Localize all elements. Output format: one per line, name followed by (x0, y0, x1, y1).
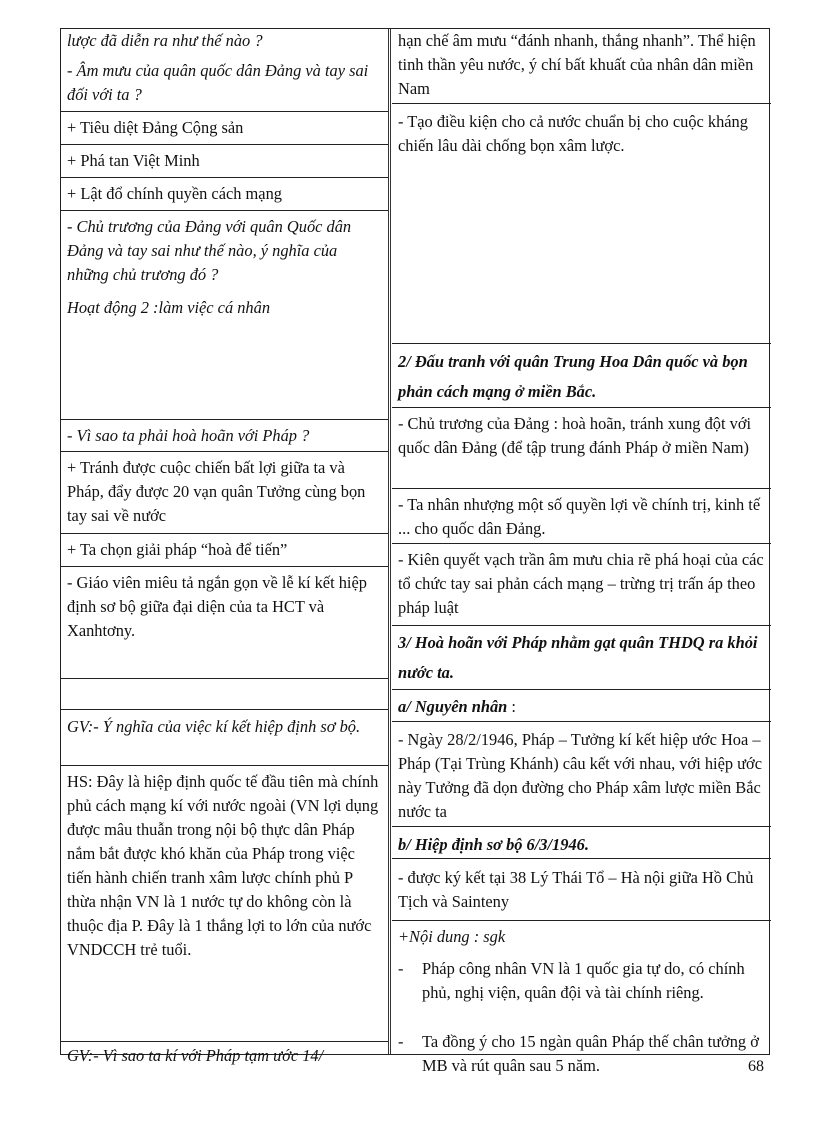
answer-text: + Phá tan Việt Minh (67, 151, 200, 170)
left-column (61, 29, 388, 1065)
question-text: - Âm mưu của quân quốc dân Đảng và tay sai đối với ta ? (67, 61, 369, 104)
subsection-title: a/ Nguyên nhân (398, 697, 508, 716)
table-row (392, 625, 771, 690)
table-row (392, 721, 771, 827)
list-item: Ta đồng ý cho 15 ngàn quân Pháp thế chân tưởng ở MB và rút quân sau 5 năm. (422, 1032, 759, 1075)
answer-text: - Ngày 28/2/1946, Pháp – Tưởng kí kết hiệp ước Hoa – Pháp (Tại Trùng Khánh) câu kết với nhau, với hiệp ước này Tưởng đã dọn đường cho Pháp xâm lược miền Bắc nước ta (398, 730, 763, 821)
teacher-question: GV:- Ý nghĩa của việc kí kết hiệp định sơ bộ. (67, 717, 361, 736)
table-row (392, 858, 771, 921)
table-row (392, 488, 771, 544)
answer-text: - Chủ trương của Đảng : hoà hoãn, tránh xung đột với quốc dân Đảng (để tập trung đánh Pháp ở miền Nam) (398, 414, 752, 457)
table-row (61, 765, 388, 1042)
answer-text: + Lật đổ chính quyền cách mạng (67, 184, 282, 203)
table-row (392, 689, 771, 722)
question-text: lược đã diễn ra như thế nào ? (67, 31, 263, 50)
answer-text: - được ký kết tại 38 Lý Thái Tổ – Hà nội giữa Hồ Chủ Tịch và Sainteny (398, 868, 754, 911)
page-number: 68 (748, 1058, 764, 1075)
subsection-heading (398, 695, 765, 719)
table-row (61, 144, 388, 178)
table-row (61, 709, 388, 766)
answer-text: + Tránh được cuộc chiến bất lợi giữa ta và Pháp, đẩy được 20 vạn quân Tưởng cùng bọn tay sai về nước (67, 458, 366, 525)
table-row (61, 29, 388, 111)
list-bullet: - (398, 959, 404, 978)
teacher-question: GV:- Vì sao ta kí với Pháp tạm ước 14/ (67, 1046, 324, 1065)
table-row (61, 177, 388, 211)
table-row (61, 419, 388, 452)
table-row (61, 566, 388, 679)
question-text: - Vì sao ta phải hoà hoãn với Pháp ? (67, 426, 310, 445)
list-item: Pháp công nhân VN là 1 quốc gia tự do, có chính phủ, nghị viện, quân đội và tài chính riêng. (422, 959, 745, 1002)
column-divider (388, 29, 391, 1054)
table-row (392, 343, 771, 408)
table-row (61, 1041, 388, 1065)
answer-text: - Ta nhân nhượng một số quyền lợi về chính trị, kinh tế ... cho quốc dân Đảng. (398, 495, 761, 538)
table-row (61, 533, 388, 567)
answer-text: - Tạo điều kiện cho cả nước chuẩn bị cho cuộc kháng chiến lâu dài chống bọn xâm lược. (398, 112, 748, 155)
table-row (392, 407, 771, 489)
section-heading: 3/ Hoà hoãn với Pháp nhằm gạt quân THDQ ra khỏi nước ta. (398, 633, 758, 682)
content-label: +Nội dung : sgk (398, 927, 506, 946)
table-row (61, 111, 388, 145)
table-row (61, 451, 388, 534)
answer-text: + Ta chọn giải pháp “hoà để tiến” (67, 540, 288, 559)
table-row (392, 826, 771, 859)
answer-text: - Kiên quyết vạch trần âm mưu chia rẽ phá hoại của các tổ chức tay sai phản cách mạng – trừng trị trấn áp theo pháp luật (398, 550, 764, 617)
answer-text: hạn chế âm mưu “đánh nhanh, thắng nhanh”. Thể hiện tinh thần yêu nước, ý chí bất khuất của nhân dân miền Nam (398, 31, 756, 98)
table-row (392, 103, 771, 344)
answer-text: + Tiêu diệt Đảng Cộng sản (67, 118, 244, 137)
table-row (392, 543, 771, 626)
subsection-heading: b/ Hiệp định sơ bộ 6/3/1946. (398, 835, 589, 854)
answer-text: - Giáo viên miêu tả ngắn gọn về lễ kí kết hiệp định sơ bộ giữa đại diện của ta HCT và Xanhtơny. (67, 573, 367, 640)
section-heading: 2/ Đấu tranh với quân Trung Hoa Dân quốc và bọn phản cách mạng ở miền Bắc. (398, 352, 748, 401)
student-answer: HS: Đây là hiệp định quốc tế đầu tiên mà chính phủ cách mạng kí với nước ngoài (VN lợi dụng được mâu thuẫn trong nội bộ thực dân Pháp nắm bắt được khó khăn của Pháp trong việc tiến hành chiến tranh xâm lược chính phủ P thừa nhận VN là 1 nước tự do không còn là thuộc địa P. Đây là 1 thắng lợi to lớn của nước VNDCCH trẻ tuổi. (67, 772, 379, 959)
subsection-colon: : (507, 697, 516, 716)
question-text: - Chủ trương của Đảng với quân Quốc dân Đảng và tay sai như thế nào, ý nghĩa của những chủ trương đó ? (67, 217, 352, 284)
list-bullet: - (398, 1032, 404, 1051)
table-row (61, 210, 388, 322)
activity-label: Hoạt động 2 :làm việc cá nhân (67, 298, 271, 317)
table-row (392, 29, 771, 103)
